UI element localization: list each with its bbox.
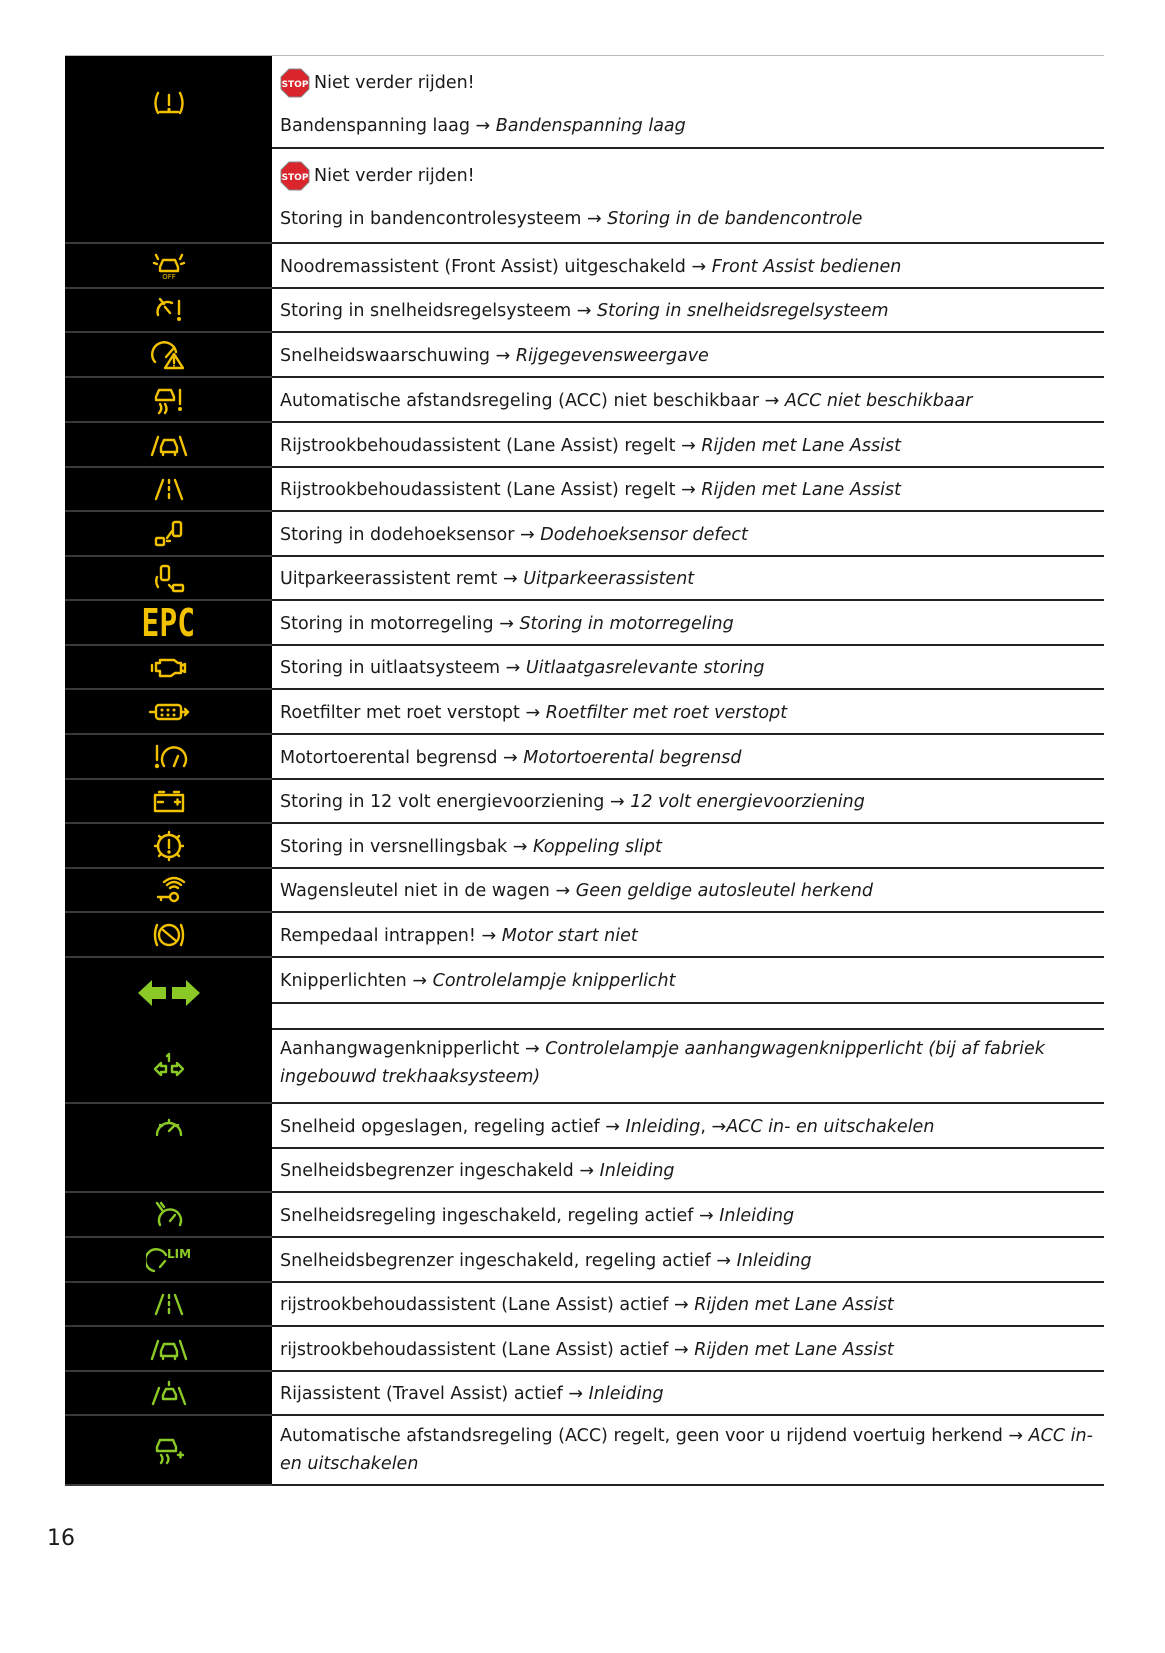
tire-pressure-warning-icon	[65, 88, 272, 118]
cross-reference-link[interactable]: Storing in snelheidsregelsysteem	[596, 301, 889, 321]
description-line	[280, 833, 1100, 861]
press-brake-pedal-icon	[65, 919, 272, 951]
cross-reference-link[interactable]: Motor start niet	[501, 926, 638, 946]
travel-assist-icon	[65, 1380, 272, 1406]
arrow-right-icon: →	[502, 569, 518, 589]
cross-reference-link[interactable]: ACC in- en uitschakelen	[726, 1117, 935, 1137]
description-cell	[272, 423, 1104, 466]
arrow-right-icon: →	[576, 301, 592, 321]
cross-reference-link[interactable]: Uitlaatgasrelevante storing	[525, 658, 765, 678]
icon-cell	[65, 378, 272, 423]
arrow-right-icon: →	[586, 209, 602, 229]
table-row	[65, 1283, 1104, 1327]
table-row	[65, 512, 1104, 557]
description-text: Storing in motorregeling	[280, 614, 494, 634]
cross-reference-link[interactable]: Bandenspanning laag	[495, 116, 686, 136]
table-row	[65, 1104, 1104, 1149]
table-row	[65, 333, 1104, 378]
icon-cell	[65, 780, 272, 824]
cross-reference-link[interactable]: Dodehoeksensor defect	[540, 525, 748, 545]
description-line	[280, 253, 1100, 281]
cross-reference-link[interactable]: Geen geldige autosleutel herkend	[575, 881, 874, 901]
turn-signals-icon	[65, 977, 272, 1009]
description-cell	[272, 1149, 1104, 1191]
icon-cell	[65, 601, 272, 646]
icon-cell	[65, 1238, 272, 1283]
description-cell	[272, 1238, 1104, 1281]
icon-cell	[65, 468, 272, 512]
stop-warning-line	[280, 161, 1100, 191]
table-row	[65, 149, 1104, 244]
description-cell	[272, 1030, 1104, 1102]
description-text: Uitparkeerassistent remt	[280, 569, 498, 589]
speed-limiter-active-icon	[65, 1245, 272, 1275]
description-text: Noodremassistent (Front Assist) uitgeschakeld	[280, 257, 686, 277]
cruise-control-on-icon	[65, 1200, 272, 1230]
description-cell	[272, 557, 1104, 599]
cross-reference-link[interactable]: Inleiding	[625, 1117, 701, 1137]
description-line	[280, 565, 1100, 593]
description-line	[280, 297, 1100, 325]
description-line	[280, 1380, 1100, 1408]
arrow-right-icon: →	[681, 436, 696, 456]
icon-cell	[65, 1104, 272, 1149]
arrow-right-icon: →	[673, 1295, 689, 1315]
table-row	[65, 378, 1104, 423]
description-text: Bandenspanning laag	[280, 116, 470, 136]
description-text: Wagensleutel niet in de wagen	[280, 881, 550, 901]
icon-cell	[65, 1149, 272, 1193]
cross-reference-link[interactable]: Uitparkeerassistent	[523, 569, 695, 589]
description-line	[280, 922, 1100, 950]
description-line	[280, 432, 1100, 460]
table-row	[65, 646, 1104, 690]
description-text: Snelheidsregeling ingeschakeld, regeling actief	[280, 1206, 694, 1226]
description-text: Automatische afstandsregeling (ACC) regelt, geen voor u rijdend voertuig herkend	[280, 1426, 1003, 1446]
svg-text:OFF: OFF	[161, 272, 176, 281]
description-cell	[272, 869, 1104, 911]
cross-reference-link[interactable]: Inleiding	[588, 1384, 664, 1404]
arrow-right-icon: →	[764, 391, 780, 411]
table-row	[65, 1416, 1104, 1486]
description-cell	[272, 512, 1104, 555]
description-text: Snelheidsbegrenzer ingeschakeld, regeling actief	[280, 1251, 711, 1271]
description-line	[280, 387, 1100, 415]
epc-icon-text: EPC	[141, 600, 196, 645]
description-cell	[272, 1416, 1104, 1484]
description-text: Knipperlichten	[280, 971, 407, 991]
description-cell	[272, 824, 1104, 867]
description-cell	[272, 1283, 1104, 1325]
table-row	[65, 735, 1104, 780]
description-cell	[272, 1372, 1104, 1414]
engine-speed-limited-icon	[65, 742, 272, 772]
lane-assist-lines-yellow-icon	[65, 477, 272, 501]
description-line	[280, 610, 1100, 638]
arrow-right-icon: →	[698, 1206, 714, 1226]
description-line	[280, 654, 1100, 682]
table-row	[65, 780, 1104, 824]
description-line	[280, 521, 1100, 549]
table-row	[65, 244, 1104, 289]
icon-cell	[65, 913, 272, 958]
description-line	[280, 788, 1100, 816]
cross-reference-link[interactable]: Storing in motorregeling	[519, 614, 734, 634]
icon-cell	[65, 958, 272, 1030]
description-text: Snelheid opgeslagen, regeling actief	[280, 1117, 600, 1137]
cross-reference-link[interactable]: ACC niet beschikbaar	[784, 391, 973, 411]
svg-text:STOP: STOP	[281, 80, 309, 90]
cross-reference-link[interactable]: Koppeling slipt	[533, 837, 662, 857]
table-row	[65, 1238, 1104, 1283]
description-line	[280, 205, 1100, 233]
description-line	[280, 342, 1100, 370]
description-cell	[272, 780, 1104, 822]
description-line	[280, 1035, 1100, 1091]
icon-cell	[65, 56, 272, 149]
description-text: Motortoerental begrensd	[280, 748, 498, 768]
description-cell	[272, 1193, 1104, 1236]
cross-reference-link[interactable]: Rijden met Lane Assist	[694, 1295, 894, 1315]
description-cell	[272, 646, 1104, 688]
arrow-right-icon: →	[1008, 1426, 1024, 1446]
description-line	[280, 1157, 1100, 1185]
description-text: Rijstrookbehoudassistent (Lane Assist) regelt	[280, 480, 676, 500]
description-text: Storing in snelheidsregelsysteem	[280, 301, 572, 321]
acc-unavailable-icon	[65, 385, 272, 415]
cross-reference-link[interactable]: Roetfilter met roet verstopt	[545, 703, 788, 723]
description-line	[280, 1291, 1100, 1319]
lane-assist-car-yellow-icon	[65, 433, 272, 457]
arrow-right-icon: →	[716, 1251, 732, 1271]
cruise-control-fault-icon	[65, 295, 272, 325]
description-line	[280, 1422, 1100, 1478]
table-row	[65, 1149, 1104, 1193]
cross-reference-link[interactable]: Rijden met Lane Assist	[701, 436, 901, 456]
arrow-right-icon: →	[512, 837, 528, 857]
arrow-right-icon: →	[412, 971, 428, 991]
description-text: Rempedaal intrappen!	[280, 926, 476, 946]
table-row	[65, 1193, 1104, 1238]
trailer-turn-signal-icon	[65, 1051, 272, 1081]
arrow-right-icon: →	[495, 346, 511, 366]
description-text: Storing in 12 volt energievoorziening	[280, 792, 605, 812]
arrow-right-icon: →	[605, 1117, 620, 1137]
blind-spot-sensor-icon	[65, 519, 272, 549]
lane-assist-car-green-icon	[65, 1337, 272, 1361]
arrow-right-icon: →	[499, 614, 514, 634]
arrow-right-icon: →	[711, 1117, 727, 1137]
description-text: Automatische afstandsregeling (ACC) niet beschikbaar	[280, 391, 760, 411]
table-row	[65, 289, 1104, 333]
icon-cell	[65, 557, 272, 601]
icon-cell	[65, 149, 272, 244]
arrow-right-icon: →	[579, 1161, 595, 1181]
description-cell	[272, 958, 1104, 1028]
description-text: Storing in dodehoeksensor	[280, 525, 515, 545]
description-text: Rijstrookbehoudassistent (Lane Assist) regelt	[280, 436, 676, 456]
icon-cell	[65, 1416, 272, 1486]
icon-cell	[65, 512, 272, 557]
cross-reference-link[interactable]: Storing in de bandencontrole	[607, 209, 863, 229]
arrow-right-icon: →	[609, 792, 625, 812]
icon-cell	[65, 824, 272, 869]
cross-reference-link[interactable]: Rijden met Lane Assist	[701, 480, 901, 500]
icon-cell	[65, 423, 272, 468]
arrow-right-icon: →	[681, 480, 696, 500]
cross-reference-link[interactable]: Inleiding	[599, 1161, 675, 1181]
icon-cell	[65, 333, 272, 378]
table-row	[65, 1372, 1104, 1416]
description-cell	[272, 468, 1104, 510]
icon-cell	[65, 1030, 272, 1104]
table-row	[65, 824, 1104, 869]
table-row	[65, 913, 1104, 958]
arrow-right-icon: →	[691, 257, 707, 277]
icon-cell	[65, 646, 272, 690]
cross-reference-link[interactable]: Front Assist bedienen	[711, 257, 902, 277]
cruise-control-active-icon	[65, 1113, 272, 1141]
table-row	[65, 601, 1104, 646]
cross-reference-link[interactable]: Rijden met Lane Assist	[694, 1340, 894, 1360]
description-line	[280, 699, 1100, 727]
icon-cell	[65, 244, 272, 289]
description-text: Storing in bandencontrolesysteem	[280, 209, 582, 229]
icon-cell	[65, 1283, 272, 1327]
cross-reference-link[interactable]: 12 volt energievoorziening	[630, 792, 865, 812]
description-line	[280, 476, 1100, 504]
description-cell	[272, 333, 1104, 376]
icon-cell	[65, 1372, 272, 1416]
description-text: rijstrookbehoudassistent (Lane Assist) actief	[280, 1340, 669, 1360]
icon-cell	[65, 735, 272, 780]
icon-cell	[65, 869, 272, 913]
svg-text:LIM: LIM	[166, 1246, 191, 1261]
description-cell	[272, 913, 1104, 956]
description-text: Storing in uitlaatsysteem	[280, 658, 501, 678]
cross-reference-link[interactable]: Motortoerental begrensd	[523, 748, 742, 768]
arrow-right-icon: →	[505, 658, 521, 678]
table-row	[65, 55, 1104, 149]
arrow-right-icon: →	[481, 926, 497, 946]
description-cell	[272, 1327, 1104, 1370]
engine-check-icon	[65, 653, 272, 681]
description-text: Snelheidsbegrenzer ingeschakeld	[280, 1161, 574, 1181]
acc-active-icon	[65, 1435, 272, 1465]
cross-reference-link[interactable]: Inleiding	[719, 1206, 795, 1226]
arrow-right-icon: →	[519, 525, 535, 545]
description-line	[280, 112, 1100, 140]
description-line	[280, 877, 1100, 905]
table-row	[65, 869, 1104, 913]
arrow-right-icon: →	[475, 116, 491, 136]
particulate-filter-icon	[65, 701, 272, 723]
speed-warning-icon	[65, 340, 272, 370]
description-cell	[272, 735, 1104, 778]
cross-reference-link[interactable]: Rijgegevensweergave	[515, 346, 709, 366]
arrow-right-icon: →	[525, 703, 541, 723]
cross-reference-link[interactable]: Controlelampje knipperlicht	[432, 971, 676, 991]
key-not-found-icon	[65, 876, 272, 904]
description-line	[280, 1202, 1100, 1230]
stop-warning-line	[280, 68, 1100, 98]
description-text: Storing in versnellingsbak	[280, 837, 508, 857]
table-row	[65, 958, 1104, 1030]
page-number: 16	[47, 1526, 75, 1551]
description-line	[280, 744, 1100, 772]
arrow-right-icon: →	[673, 1340, 689, 1360]
table-row	[65, 1327, 1104, 1372]
description-cell	[272, 56, 1104, 147]
description-cell	[272, 1104, 1104, 1147]
description-line	[280, 1336, 1100, 1364]
description-cell	[272, 690, 1104, 733]
description-text: Aanhangwagenknipperlicht	[280, 1039, 520, 1059]
table-row	[65, 468, 1104, 512]
warning-light-table	[65, 55, 1104, 1486]
front-assist-off-icon	[65, 251, 272, 281]
description-text: Niet verder rijden!	[314, 73, 475, 93]
description-text: Roetfilter met roet verstopt	[280, 703, 520, 723]
description-cell	[272, 244, 1104, 287]
icon-cell	[65, 1193, 272, 1238]
table-row	[65, 1030, 1104, 1104]
arrow-right-icon: →	[503, 748, 518, 768]
description-text: rijstrookbehoudassistent (Lane Assist) actief	[280, 1295, 669, 1315]
epc-icon	[65, 601, 272, 645]
cross-reference-link[interactable]: Controlelampje aanhangwagenknipperlicht (bij af fabriek ingebouwd trekhaaksysteem)	[280, 1039, 1045, 1087]
cross-reference-link[interactable]: Inleiding	[736, 1251, 812, 1271]
battery-icon	[65, 788, 272, 814]
cross-reference-link[interactable]: ACC in- en uitschakelen	[280, 1426, 1093, 1474]
row-divider	[272, 1002, 1104, 1004]
lane-assist-lines-green-icon	[65, 1292, 272, 1316]
icon-cell	[65, 690, 272, 735]
description-line	[280, 1247, 1100, 1275]
arrow-right-icon: →	[568, 1384, 584, 1404]
svg-text:STOP: STOP	[281, 173, 309, 183]
arrow-right-icon: →	[524, 1039, 540, 1059]
arrow-right-icon: →	[555, 881, 571, 901]
stop-sign-icon	[280, 161, 310, 191]
description-text: Rijassistent (Travel Assist) actief	[280, 1384, 563, 1404]
description-line: Snelheid opgeslagen, regeling actief → Inleiding, →ACC in- en uitschakelen	[280, 1117, 935, 1137]
table-row	[65, 690, 1104, 735]
description-cell	[272, 149, 1104, 242]
description-cell	[272, 289, 1104, 331]
park-assist-brake-icon	[65, 563, 272, 593]
icon-cell	[65, 289, 272, 333]
description-text: Niet verder rijden!	[314, 166, 475, 186]
icon-cell	[65, 1327, 272, 1372]
table-row	[65, 557, 1104, 601]
description-cell	[272, 378, 1104, 421]
description-line	[280, 967, 1100, 995]
description-text: Snelheidswaarschuwing	[280, 346, 491, 366]
stop-sign-icon	[280, 68, 310, 98]
description-cell	[272, 601, 1104, 644]
table-row	[65, 423, 1104, 468]
gearbox-fault-icon	[65, 829, 272, 863]
